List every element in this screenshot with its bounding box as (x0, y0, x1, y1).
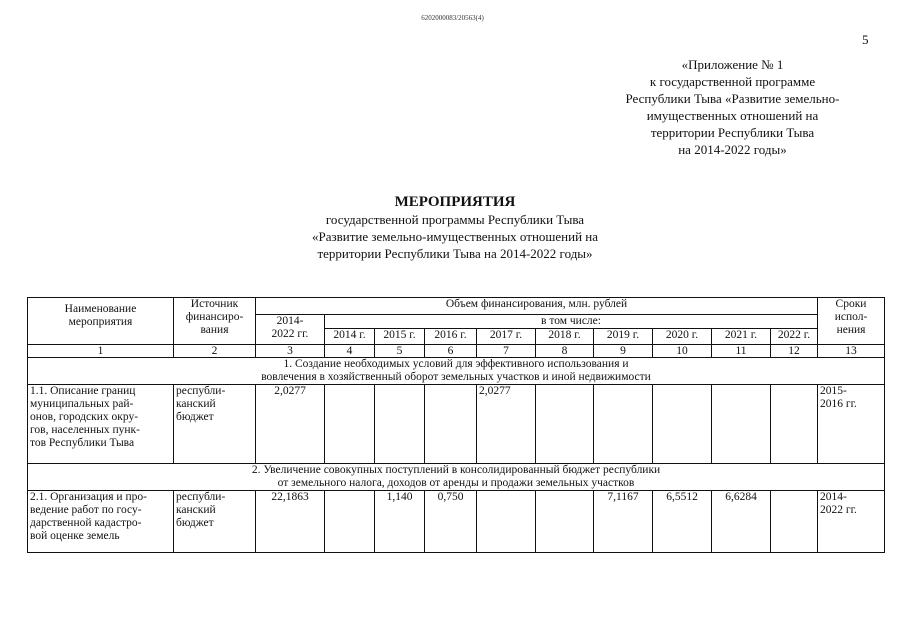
header-year: 2021 г. (712, 329, 771, 345)
appendix-line: к государственной программе (649, 74, 816, 89)
header-year: 2022 г. (771, 329, 818, 345)
header-including: в том числе: (325, 315, 818, 329)
header-name: Наименование мероприятия (28, 298, 174, 345)
title-line: «Развитие земельно-имущественных отношений на (311, 229, 599, 244)
header-year: 2018 г. (536, 329, 594, 345)
row-2-2022 (771, 491, 818, 553)
row-1-2020 (653, 385, 712, 464)
header-year: 2019 г. (594, 329, 653, 345)
column-number: 5 (375, 345, 425, 358)
row-2-2018 (536, 491, 594, 553)
row-1-2015 (375, 385, 425, 464)
header-year: 2017 г. (477, 329, 536, 345)
column-number: 11 (712, 345, 771, 358)
header-total: 2014- 2022 гг. (256, 315, 325, 345)
header-year: 2020 г. (653, 329, 712, 345)
column-number: 8 (536, 345, 594, 358)
row-1-source: республи- канский бюджет (174, 385, 256, 464)
row-1-2014 (325, 385, 375, 464)
header-year: 2015 г. (375, 329, 425, 345)
appendix-line: на 2014-2022 годы» (678, 142, 787, 157)
column-number: 12 (771, 345, 818, 358)
document-title (255, 193, 655, 262)
row-2-2019: 7,1167 (594, 491, 653, 553)
column-number: 3 (256, 345, 325, 358)
column-number: 4 (325, 345, 375, 358)
row-2-2014 (325, 491, 375, 553)
main-title: МЕРОПРИЯТИЯ (394, 194, 516, 210)
header-source: Источник финансиро- вания (174, 298, 256, 345)
column-number: 13 (818, 345, 885, 358)
appendix-line: «Приложение № 1 (681, 57, 784, 72)
row-2-name: 2.1. Организация и про- ведение работ по госу- дарственной кадастро- вой оценке земель (28, 491, 174, 553)
appendix-line: территории Республики Тыва (650, 125, 815, 140)
column-number: 10 (653, 345, 712, 358)
row-1-2022 (771, 385, 818, 464)
row-2-total: 22,1863 (256, 491, 325, 553)
row-1-name: 1.1. Описание границ муниципальных рай- онов, городских окру- гов, населенных пунк- тов Республики Тыва (28, 385, 174, 464)
column-number: 7 (477, 345, 536, 358)
header-year: 2016 г. (425, 329, 477, 345)
page-number: 5 (862, 32, 869, 47)
row-2-source: республи- канский бюджет (174, 491, 256, 553)
section-heading-2: 2. Увеличение совокупных поступлений в консолидированный бюджет республики от земельного налога, доходов от аренды и продажи земельных участков (28, 464, 885, 491)
row-2-deadline: 2014- 2022 гг. (818, 491, 885, 553)
row-2-2015: 1,140 (375, 491, 425, 553)
row-2-2017 (477, 491, 536, 553)
column-number: 9 (594, 345, 653, 358)
row-1-deadline: 2015- 2016 гг. (818, 385, 885, 464)
header-year: 2014 г. (325, 329, 375, 345)
header-deadline: Сроки испол- нения (818, 298, 885, 345)
title-line: государственной программы Республики Тыва (325, 212, 585, 227)
row-1-2018 (536, 385, 594, 464)
header-funding: Объем финансирования, млн. рублей (256, 298, 818, 315)
appendix-line: Республики Тыва «Развитие земельно- (625, 91, 840, 106)
row-1-total: 2,0277 (256, 385, 325, 464)
row-2-2016: 0,750 (425, 491, 477, 553)
section-heading-1: 1. Создание необходимых условий для эффективного использования и вовлечения в хозяйственный оборот земельных участков и иной недвижимости (28, 358, 885, 385)
title-line: территории Республики Тыва на 2014-2022 годы» (317, 246, 593, 261)
column-number: 1 (28, 345, 174, 358)
column-number: 2 (174, 345, 256, 358)
document-id: 6202000083/20563(4) (421, 14, 484, 22)
appendix-note (590, 56, 875, 158)
row-2-2020: 6,5512 (653, 491, 712, 553)
row-1-2016 (425, 385, 477, 464)
row-1-2021 (712, 385, 771, 464)
row-1-2019 (594, 385, 653, 464)
row-1-2017: 2,0277 (477, 385, 536, 464)
column-number: 6 (425, 345, 477, 358)
row-2-2021: 6,6284 (712, 491, 771, 553)
events-table (27, 297, 885, 553)
appendix-line: имущественных отношений на (646, 108, 819, 123)
